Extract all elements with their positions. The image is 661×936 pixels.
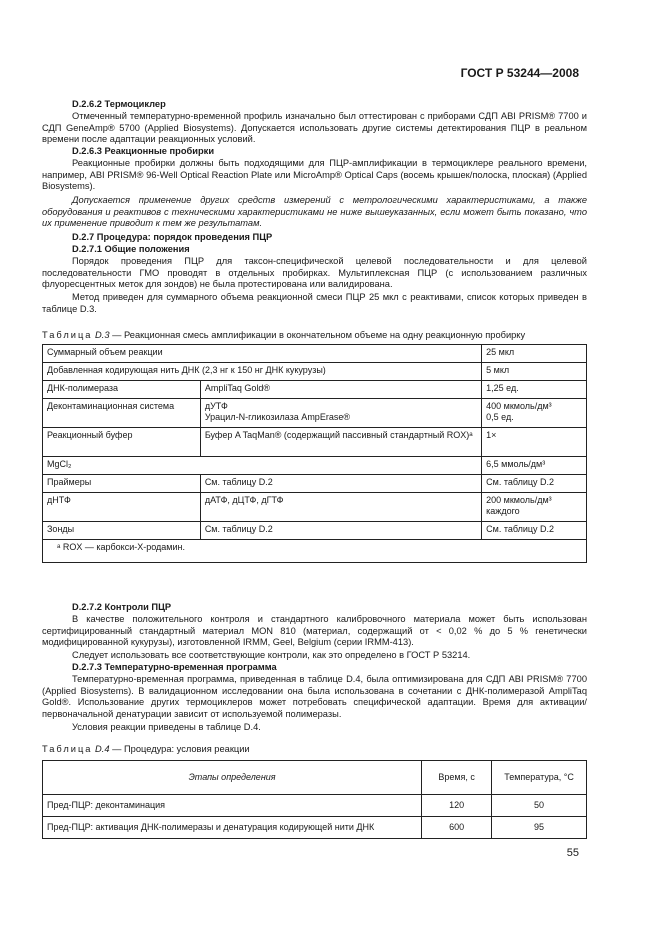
column-header: Время, с bbox=[422, 761, 492, 795]
table-cell: AmpliTaq Gold® bbox=[200, 381, 481, 399]
table-footnote-row bbox=[43, 540, 587, 563]
section-title-controls: D.2.7.2 Контроли ПЦР bbox=[72, 602, 172, 612]
table-d4-caption: Таблица D.4 — Процедура: условия реакции bbox=[42, 744, 250, 754]
table-row bbox=[43, 399, 587, 428]
table-cell: 6,5 ммоль/дм³ bbox=[482, 457, 587, 475]
table-cell: Буфер A TaqMan® (содержащий пассивный стандартный ROX)ᵃ bbox=[200, 428, 481, 457]
section-title-thermocycler: D.2.6.2 Термоциклер bbox=[72, 99, 166, 109]
table-row bbox=[43, 493, 587, 522]
table-cell: См. таблицу D.2 bbox=[200, 522, 481, 540]
table-cell: 25 мкл bbox=[482, 345, 587, 363]
table-cell: дНТФ bbox=[43, 493, 201, 522]
table-cell: 95 bbox=[492, 817, 587, 839]
paragraph-program-note: Условия реакции приведены в таблице D.4. bbox=[72, 722, 261, 732]
paragraph-program: Температурно-временная программа, приведенная в таблице D.4, была оптимизирована для СДП ABI PRISM® 7700 (Applied Biosystems). В валидационном исследовании она была использована в сочетании с ДНК-полимеразой AmpliTaq Gold®. Использование других термоциклеров может потребовать специфической адаптации. Время для активации/первоначальной денатурации зависит от используемой полимеразы. bbox=[42, 674, 587, 719]
section-title-procedure: D.2.7 Процедура: порядок проведения ПЦР bbox=[72, 232, 273, 242]
table-row bbox=[43, 795, 587, 817]
table-cell: Зонды bbox=[43, 522, 201, 540]
table-row bbox=[43, 475, 587, 493]
section-title-general: D.2.7.1 Общие положения bbox=[72, 244, 190, 254]
column-header: Температура, °С bbox=[492, 761, 587, 795]
table-row bbox=[43, 457, 587, 475]
table-row bbox=[43, 817, 587, 839]
table-cell: 1,25 ед. bbox=[482, 381, 587, 399]
table-d3-caption: Таблица D.3 — Реакционная смесь амплификации в окончательном объеме на одну реакционную пробирку bbox=[42, 330, 526, 340]
table-cell: 200 мкмоль/дм³ каждого bbox=[482, 493, 587, 522]
table-cell: Добавленная кодирующая нить ДНК (2,3 нг к 150 нг ДНК кукурузы) bbox=[43, 363, 482, 381]
section-title-tubes: D.2.6.3 Реакционные пробирки bbox=[72, 146, 215, 156]
table-cell: 600 bbox=[422, 817, 492, 839]
paragraph-controls: В качестве положительного контроля и стандартного калибровочного материала может быть использован сертифицированный стандартный материал MON 810 (материал, содержащий от < 0,02 % до 5 % генетически модифицированной кукурузы), изготовленной IRMM, Geel, Belgium (серии IRMM-413). bbox=[42, 614, 587, 648]
section-title-program: D.2.7.3 Температурно-временная программа bbox=[72, 662, 277, 672]
document-header: ГОСТ Р 53244—2008 bbox=[460, 66, 579, 80]
paragraph-method: Метод приведен для суммарного объема реакционной смеси ПЦР 25 мкл с реактивами, список которых приведен в таблице D.3. bbox=[42, 292, 587, 314]
table-row bbox=[43, 345, 587, 363]
paragraph-general: Порядок проведения ПЦР для таксон-специфической целевой последовательности и для целевой последовательности ГМО проводят в отдельных пробирках. Мультиплексная ПЦР (с использованием различных флуоресцентных меток для зондов) не была протестирована или валидирована. bbox=[42, 256, 587, 290]
table-cell: ДНК-полимераза bbox=[43, 381, 201, 399]
table-cell: Праймеры bbox=[43, 475, 201, 493]
table-cell: См. таблицу D.2 bbox=[482, 475, 587, 493]
table-cell: 120 bbox=[422, 795, 492, 817]
table-cell: Реакционный буфер bbox=[43, 428, 201, 457]
table-cell: Пред-ПЦР: деконтаминация bbox=[43, 795, 422, 817]
table-cell: MgCl₂ bbox=[43, 457, 482, 475]
table-cell: дУТФ Урацил-N-гликозилаза AmpErase® bbox=[200, 399, 481, 428]
table-cell: Суммарный объем реакции bbox=[43, 345, 482, 363]
column-header: Этапы определения bbox=[43, 761, 422, 795]
table-cell: 50 bbox=[492, 795, 587, 817]
paragraph-tubes-note: Допускается применение других средств измерений с метрологическими характеристиками, а также оборудования и реактивов с техническими характеристиками не ниже вышеуказанных, если может быть показано, что их применение приводит к тем же результатам. bbox=[42, 195, 587, 229]
table-cell: 1× bbox=[482, 428, 587, 457]
table-row bbox=[43, 522, 587, 540]
paragraph-thermocycler: Отмеченный температурно-временной профиль изначально был оттестирован с приборами СДП ABI PRISM® 7700 и СДП GeneAmp® 5700 (Applied Biosystems). Допускается использовать другие системы детектирования ПЦР в реальном времени после адаптации реакционных условий. bbox=[42, 111, 587, 145]
table-cell: 5 мкл bbox=[482, 363, 587, 381]
table-cell: Деконтаминационная система bbox=[43, 399, 201, 428]
table-d4 bbox=[42, 760, 587, 839]
table-row bbox=[43, 428, 587, 457]
table-row bbox=[43, 363, 587, 381]
table-cell: дАТФ, дЦТФ, дГТФ bbox=[200, 493, 481, 522]
table-d3 bbox=[42, 344, 587, 563]
table-cell: Пред-ПЦР: активация ДНК-полимеразы и денатурация кодирующей нити ДНК bbox=[43, 817, 422, 839]
table-cell: 400 мкмоль/дм³ 0,5 ед. bbox=[482, 399, 587, 428]
page-number: 55 bbox=[566, 847, 579, 859]
paragraph-controls-note: Следует использовать все соответствующие контроли, как это определено в ГОСТ Р 53214. bbox=[72, 650, 471, 660]
table-cell: См. таблицу D.2 bbox=[200, 475, 481, 493]
table-footnote: ᵃ ROX — карбокси-Х-родамин. bbox=[43, 540, 587, 563]
table-row bbox=[43, 381, 587, 399]
paragraph-tubes: Реакционные пробирки должны быть подходящими для ПЦР-амплификации в термоциклере реального времени, например, ABI PRISM® 96-Well Optical Reaction Plate или MicroAmp® Optical Caps (восемь крышек/полоска, плоская) (Applied Biosystems). bbox=[42, 158, 587, 192]
table-cell: См. таблицу D.2 bbox=[482, 522, 587, 540]
